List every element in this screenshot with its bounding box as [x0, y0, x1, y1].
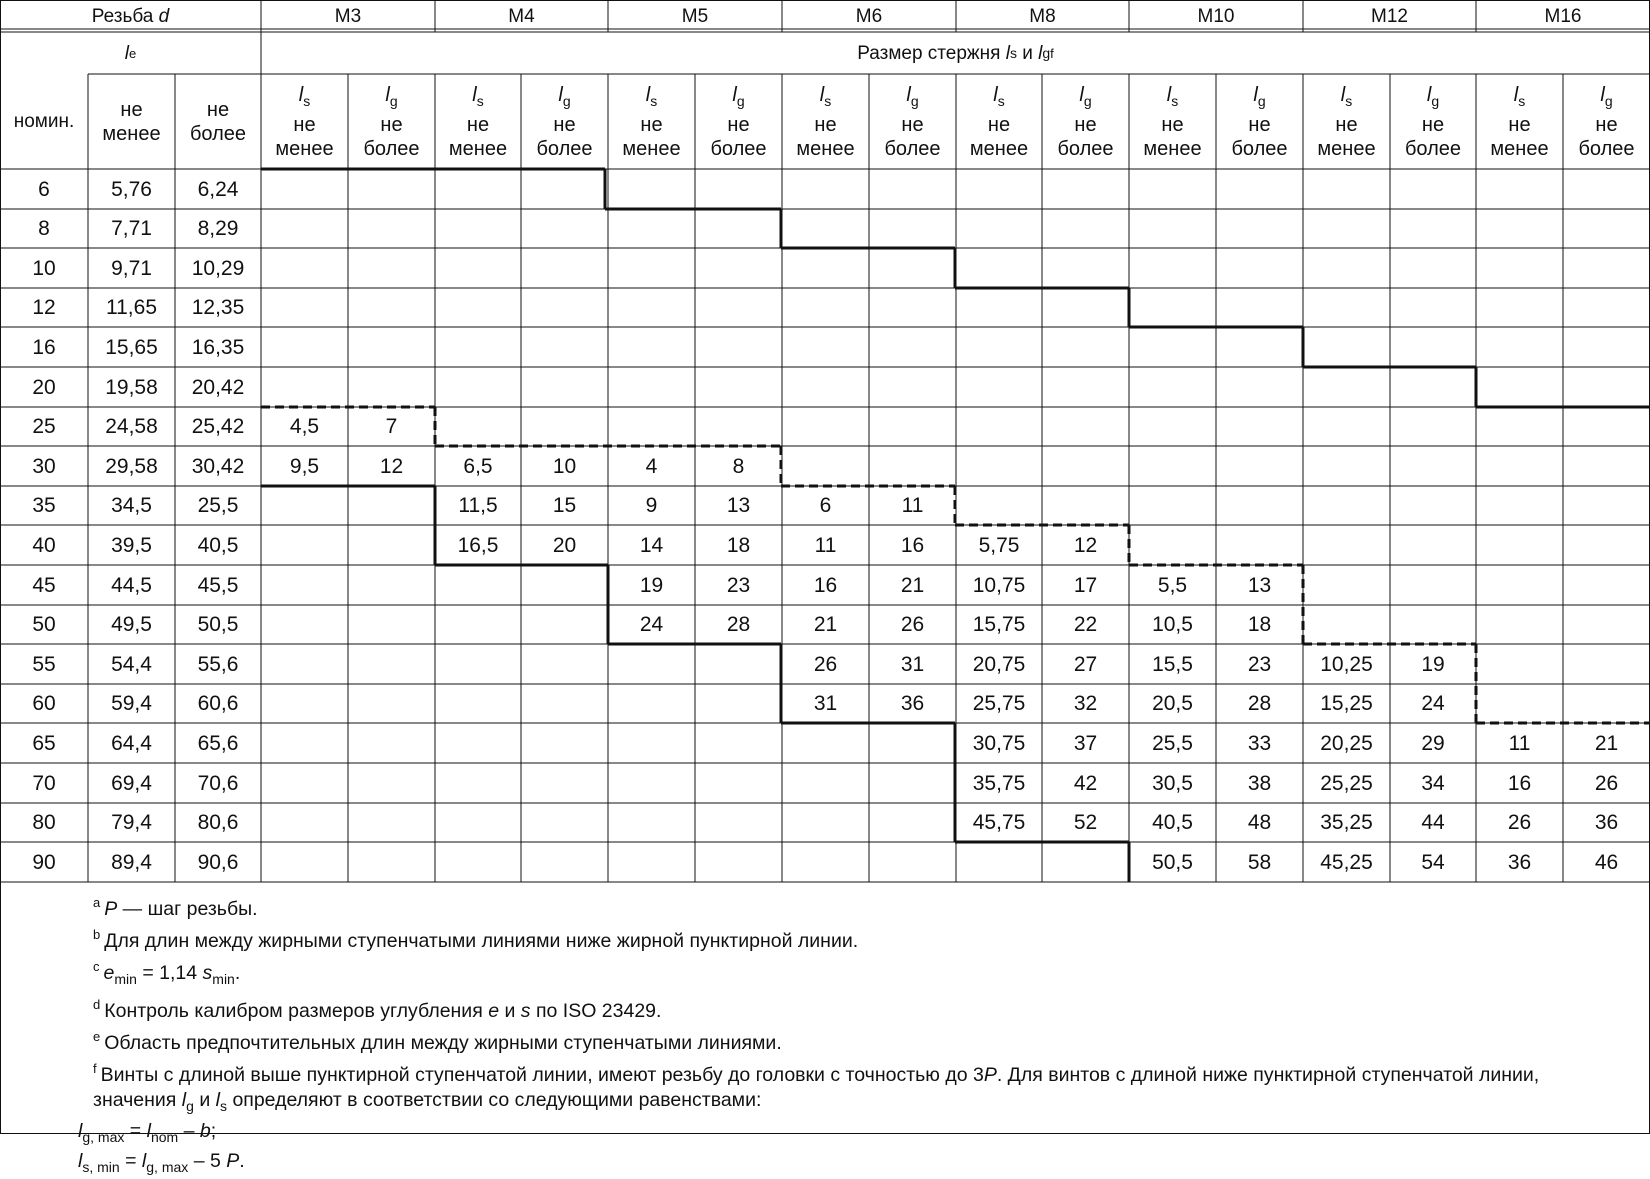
- ls-min-header: $l_s$ не менее: [622, 83, 681, 160]
- length-min-cell: 49,5: [111, 613, 152, 636]
- lg-max-header: $l_g$ не более: [1404, 83, 1462, 160]
- ls-value-cell: 45,75: [972, 811, 1026, 834]
- length-min-cell: 44,5: [111, 573, 152, 597]
- length-min-cell: 59,4: [111, 692, 152, 715]
- length-nom-cell: 30: [32, 454, 56, 478]
- lg-value-cell: 29: [1421, 731, 1445, 755]
- size-header-m3: M3: [334, 5, 362, 27]
- footnote-b: $^b$ Для длин между жирными ступенчатыми линиями ниже жирной пунктирной линии.: [93, 927, 859, 952]
- length-min-cell: 39,5: [111, 533, 152, 557]
- lg-value-cell: 23: [1247, 652, 1272, 676]
- length-min-cell: 19,58: [105, 375, 158, 399]
- length-min-cell: 15,65: [105, 335, 158, 359]
- ls-value-cell: 50,5: [1152, 850, 1193, 874]
- shank-size-header: Размер стержня l s и l g f: [857, 42, 1054, 64]
- length-max-cell: 20,42: [191, 375, 245, 399]
- lg-value-cell: 18: [726, 533, 751, 557]
- ls-value-cell: 14: [639, 533, 664, 557]
- length-max-cell: 90,6: [197, 850, 239, 874]
- length-nom-cell: 10: [32, 256, 56, 280]
- lg-value-cell: 37: [1073, 731, 1098, 755]
- ls-value-cell: 24: [639, 613, 664, 636]
- length-max-cell: 80,6: [197, 811, 239, 834]
- footnote-a: $^a$ P — шаг резьбы.: [93, 895, 258, 920]
- ls-value-cell: 19: [639, 573, 664, 597]
- lg-value-cell: 27: [1073, 652, 1098, 676]
- lg-value-cell: 12: [379, 454, 404, 478]
- lg-value-cell: 46: [1594, 850, 1619, 874]
- length-min-cell: 9,71: [111, 256, 152, 280]
- ls-value-cell: 6,5: [463, 454, 493, 478]
- length-nom-cell: 50: [32, 613, 56, 636]
- length-max-cell: 12,35: [191, 296, 245, 319]
- lg-value-cell: 21: [1594, 731, 1619, 755]
- length-max-cell: 6,24: [197, 177, 239, 201]
- ls-value-cell: 26: [1507, 811, 1532, 834]
- length-nom-cell: 60: [32, 692, 56, 715]
- length-max-cell: 40,5: [197, 533, 239, 557]
- ls-value-cell: 16: [1507, 771, 1532, 795]
- lg-value-cell: 44: [1421, 811, 1445, 834]
- ls-value-cell: 25,75: [972, 692, 1026, 715]
- ls-min-header: $l_s$ не менее: [1490, 83, 1549, 160]
- ls-value-cell: 11,5: [458, 494, 498, 517]
- ls-value-cell: 10,25: [1320, 652, 1373, 676]
- lg-value-cell: 23: [726, 573, 751, 597]
- ls-value-cell: 9: [645, 494, 658, 517]
- footnote-d: $^d$ Контроль калибром размеров углубления e и s по ISO 23429.: [93, 997, 662, 1022]
- length-nom-cell: 16: [32, 335, 56, 359]
- length-min-cell: 69,4: [111, 771, 152, 795]
- length-nom-cell: 25: [32, 415, 56, 438]
- ls-value-cell: 30,5: [1152, 771, 1193, 795]
- footnotes: [0, 890, 1650, 1179]
- lg-value-cell: 13: [726, 494, 751, 517]
- length-max-cell: 50,5: [197, 613, 239, 636]
- ls-value-cell: 9,5: [289, 454, 320, 478]
- length-min-cell: 11,65: [106, 296, 157, 319]
- ls-value-cell: 35,25: [1320, 811, 1373, 834]
- lg-value-cell: 19: [1421, 652, 1445, 676]
- lg-value-cell: 32: [1073, 692, 1098, 715]
- length-nom-cell: 90: [32, 850, 56, 874]
- lg-value-cell: 26: [1594, 771, 1619, 795]
- lg-max-header: $l_g$ не более: [1231, 83, 1288, 160]
- lg-max-header: $l_g$ не более: [1578, 83, 1635, 160]
- lg-max-header: $l_g$ не более: [536, 83, 593, 160]
- length-nom-cell: 20: [32, 375, 56, 399]
- lg-value-cell: 54: [1421, 850, 1445, 874]
- lg-value-cell: 48: [1247, 811, 1272, 834]
- ls-value-cell: 26: [813, 652, 838, 676]
- lg-value-cell: 18: [1247, 613, 1272, 636]
- lg-value-cell: 38: [1247, 771, 1272, 795]
- ls-value-cell: 4,5: [289, 415, 320, 438]
- size-header-m10: M10: [1197, 5, 1235, 27]
- ls-value-cell: 16: [813, 573, 838, 597]
- length-max-cell: 8,29: [197, 217, 239, 240]
- length-nom-cell: 35: [32, 494, 56, 517]
- lg-value-cell: 13: [1247, 573, 1272, 597]
- ls-value-cell: 15,5: [1152, 652, 1193, 676]
- lg-value-cell: 20: [552, 533, 577, 557]
- length-nom-cell: 6: [38, 177, 50, 201]
- ls-value-cell: 4: [645, 454, 658, 478]
- length-min-cell: 89,4: [111, 850, 152, 874]
- length-nom-cell: 12: [32, 296, 56, 319]
- lg-value-cell: 58: [1247, 850, 1272, 874]
- lg-value-cell: 12: [1073, 533, 1098, 557]
- size-header-m4: M4: [508, 5, 535, 27]
- size-header-m16: M16: [1544, 5, 1582, 27]
- length-max-cell: 30,42: [191, 454, 245, 478]
- ls-value-cell: 30,75: [972, 731, 1026, 755]
- lg-value-cell: 42: [1073, 771, 1098, 795]
- lg-value-cell: 31: [900, 652, 925, 676]
- ls-min-header: $l_s$ не менее: [969, 83, 1029, 160]
- length-min-cell: 79,4: [111, 811, 152, 834]
- lg-value-cell: 7: [385, 415, 398, 438]
- lg-value-cell: 52: [1073, 811, 1098, 834]
- ls-value-cell: 36: [1507, 850, 1532, 874]
- footnote-e: $^e$ Область предпочтительных длин между жирными ступенчатыми линиями.: [93, 1029, 782, 1054]
- lg-value-cell: 10: [552, 454, 577, 478]
- lg-value-cell: 17: [1073, 573, 1098, 597]
- ls-value-cell: 5,75: [978, 533, 1020, 557]
- ls-value-cell: 25,25: [1320, 771, 1373, 795]
- footnote-c: $^c$ $e_{min} = 1,14$ $s_{min}$.: [93, 959, 241, 987]
- lg-max-header: $l_g$ не более: [1057, 83, 1114, 160]
- lg-value-cell: 24: [1421, 692, 1445, 715]
- length-nom-cell: 55: [32, 652, 56, 676]
- ls-value-cell: 45,25: [1320, 850, 1373, 874]
- lg-value-cell: 34: [1421, 771, 1445, 795]
- size-header-m6: M6: [855, 5, 883, 27]
- lg-value-cell: 22: [1073, 613, 1098, 636]
- ls-value-cell: 16,5: [457, 533, 499, 557]
- ls-value-cell: 20,25: [1320, 731, 1373, 755]
- length-max-cell: 70,6: [197, 771, 239, 795]
- length-min-cell: 7,71: [111, 217, 152, 240]
- length-max-cell: 55,6: [197, 652, 239, 676]
- lg-value-cell: 36: [900, 692, 925, 715]
- length-min-header: не менее: [102, 98, 161, 145]
- length-nom-cell: 8: [38, 217, 50, 240]
- lg-value-cell: 21: [900, 573, 925, 597]
- length-min-cell: 54,4: [111, 652, 152, 676]
- length-min-cell: 24,58: [105, 415, 158, 438]
- length-max-cell: 45,5: [197, 573, 239, 597]
- ls-value-cell: 20,5: [1152, 692, 1193, 715]
- equation-ls-min: $l_{s, min} = l_{g, max} - 5$ P.: [78, 1150, 245, 1175]
- length-max-cell: 10,29: [191, 256, 245, 280]
- ls-min-header: $l_s$ не менее: [275, 83, 334, 160]
- thread-header: Резьба d: [91, 5, 170, 27]
- length-nom-cell: 70: [32, 771, 56, 795]
- ls-min-header: $l_s$ не менее: [448, 83, 508, 160]
- ls-value-cell: 31: [813, 692, 838, 715]
- equation-lg-max: $l_{g, max} = l_{nom} - b$;: [78, 1120, 217, 1145]
- ls-min-header: $l_s$ не менее: [1317, 83, 1376, 160]
- ls-value-cell: 35,75: [972, 771, 1026, 795]
- length-max-cell: 25,42: [191, 415, 245, 438]
- lg-max-header: $l_g$ не более: [363, 83, 420, 160]
- size-header-m5: M5: [681, 5, 709, 27]
- length-min-cell: 29,58: [105, 454, 158, 478]
- ls-value-cell: 15,25: [1320, 692, 1373, 715]
- lg-value-cell: 11: [901, 494, 924, 517]
- length-max-cell: 65,6: [197, 731, 239, 755]
- length-max-cell: 25,5: [197, 494, 239, 517]
- ls-value-cell: 10,75: [972, 573, 1026, 597]
- ls-min-header: $l_s$ не менее: [796, 83, 855, 160]
- lg-value-cell: 26: [900, 613, 925, 636]
- lg-value-cell: 8: [732, 454, 745, 478]
- ls-value-cell: 10,5: [1152, 613, 1193, 636]
- ls-min-header: $l_s$ не менее: [1143, 83, 1202, 160]
- lg-value-cell: 28: [1247, 692, 1272, 715]
- lg-max-header: $l_g$ не более: [884, 83, 941, 160]
- lg-value-cell: 36: [1594, 811, 1619, 834]
- size-header-m12: M12: [1371, 5, 1408, 27]
- ls-value-cell: 40,5: [1152, 811, 1193, 834]
- ls-value-cell: 5,5: [1157, 573, 1188, 597]
- ls-value-cell: 6: [819, 494, 832, 517]
- size-header-m8: M8: [1029, 5, 1056, 27]
- length-max-cell: 60,6: [197, 692, 239, 715]
- length-max-cell: 16,35: [191, 335, 245, 359]
- ls-value-cell: 11: [1508, 731, 1531, 755]
- lg-value-cell: 33: [1247, 731, 1272, 755]
- length-header: l e: [124, 42, 137, 64]
- ls-value-cell: 11: [814, 533, 837, 557]
- ls-value-cell: 20,75: [972, 652, 1026, 676]
- length-nom-cell: 65: [32, 731, 56, 755]
- length-nom-cell: 45: [32, 573, 56, 597]
- length-min-cell: 5,76: [111, 177, 152, 201]
- length-min-cell: 34,5: [111, 494, 152, 517]
- nominal-header: номин.: [13, 111, 75, 132]
- length-min-cell: 64,4: [111, 731, 152, 755]
- lg-max-header: $l_g$ не более: [710, 83, 767, 160]
- lg-value-cell: 16: [900, 533, 925, 557]
- length-nom-cell: 80: [32, 811, 56, 834]
- ls-value-cell: 21: [813, 613, 838, 636]
- length-max-header: не более: [189, 98, 247, 145]
- length-nom-cell: 40: [32, 533, 56, 557]
- footnote-f: $^f$ Винты с длиной выше пунктирной ступенчатой линии, имеют резьбу до головки с точностью до 3P. Для винтов с длиной ниже пунктирной ступенчатой линии, значения $l_g$ и $l_s$ определяют в соответствии со следующими равенствами:: [93, 1061, 1540, 1114]
- ls-value-cell: 25,5: [1152, 731, 1193, 755]
- lg-value-cell: 28: [726, 613, 751, 636]
- ls-value-cell: 15,75: [972, 613, 1026, 636]
- lg-value-cell: 15: [552, 494, 577, 517]
